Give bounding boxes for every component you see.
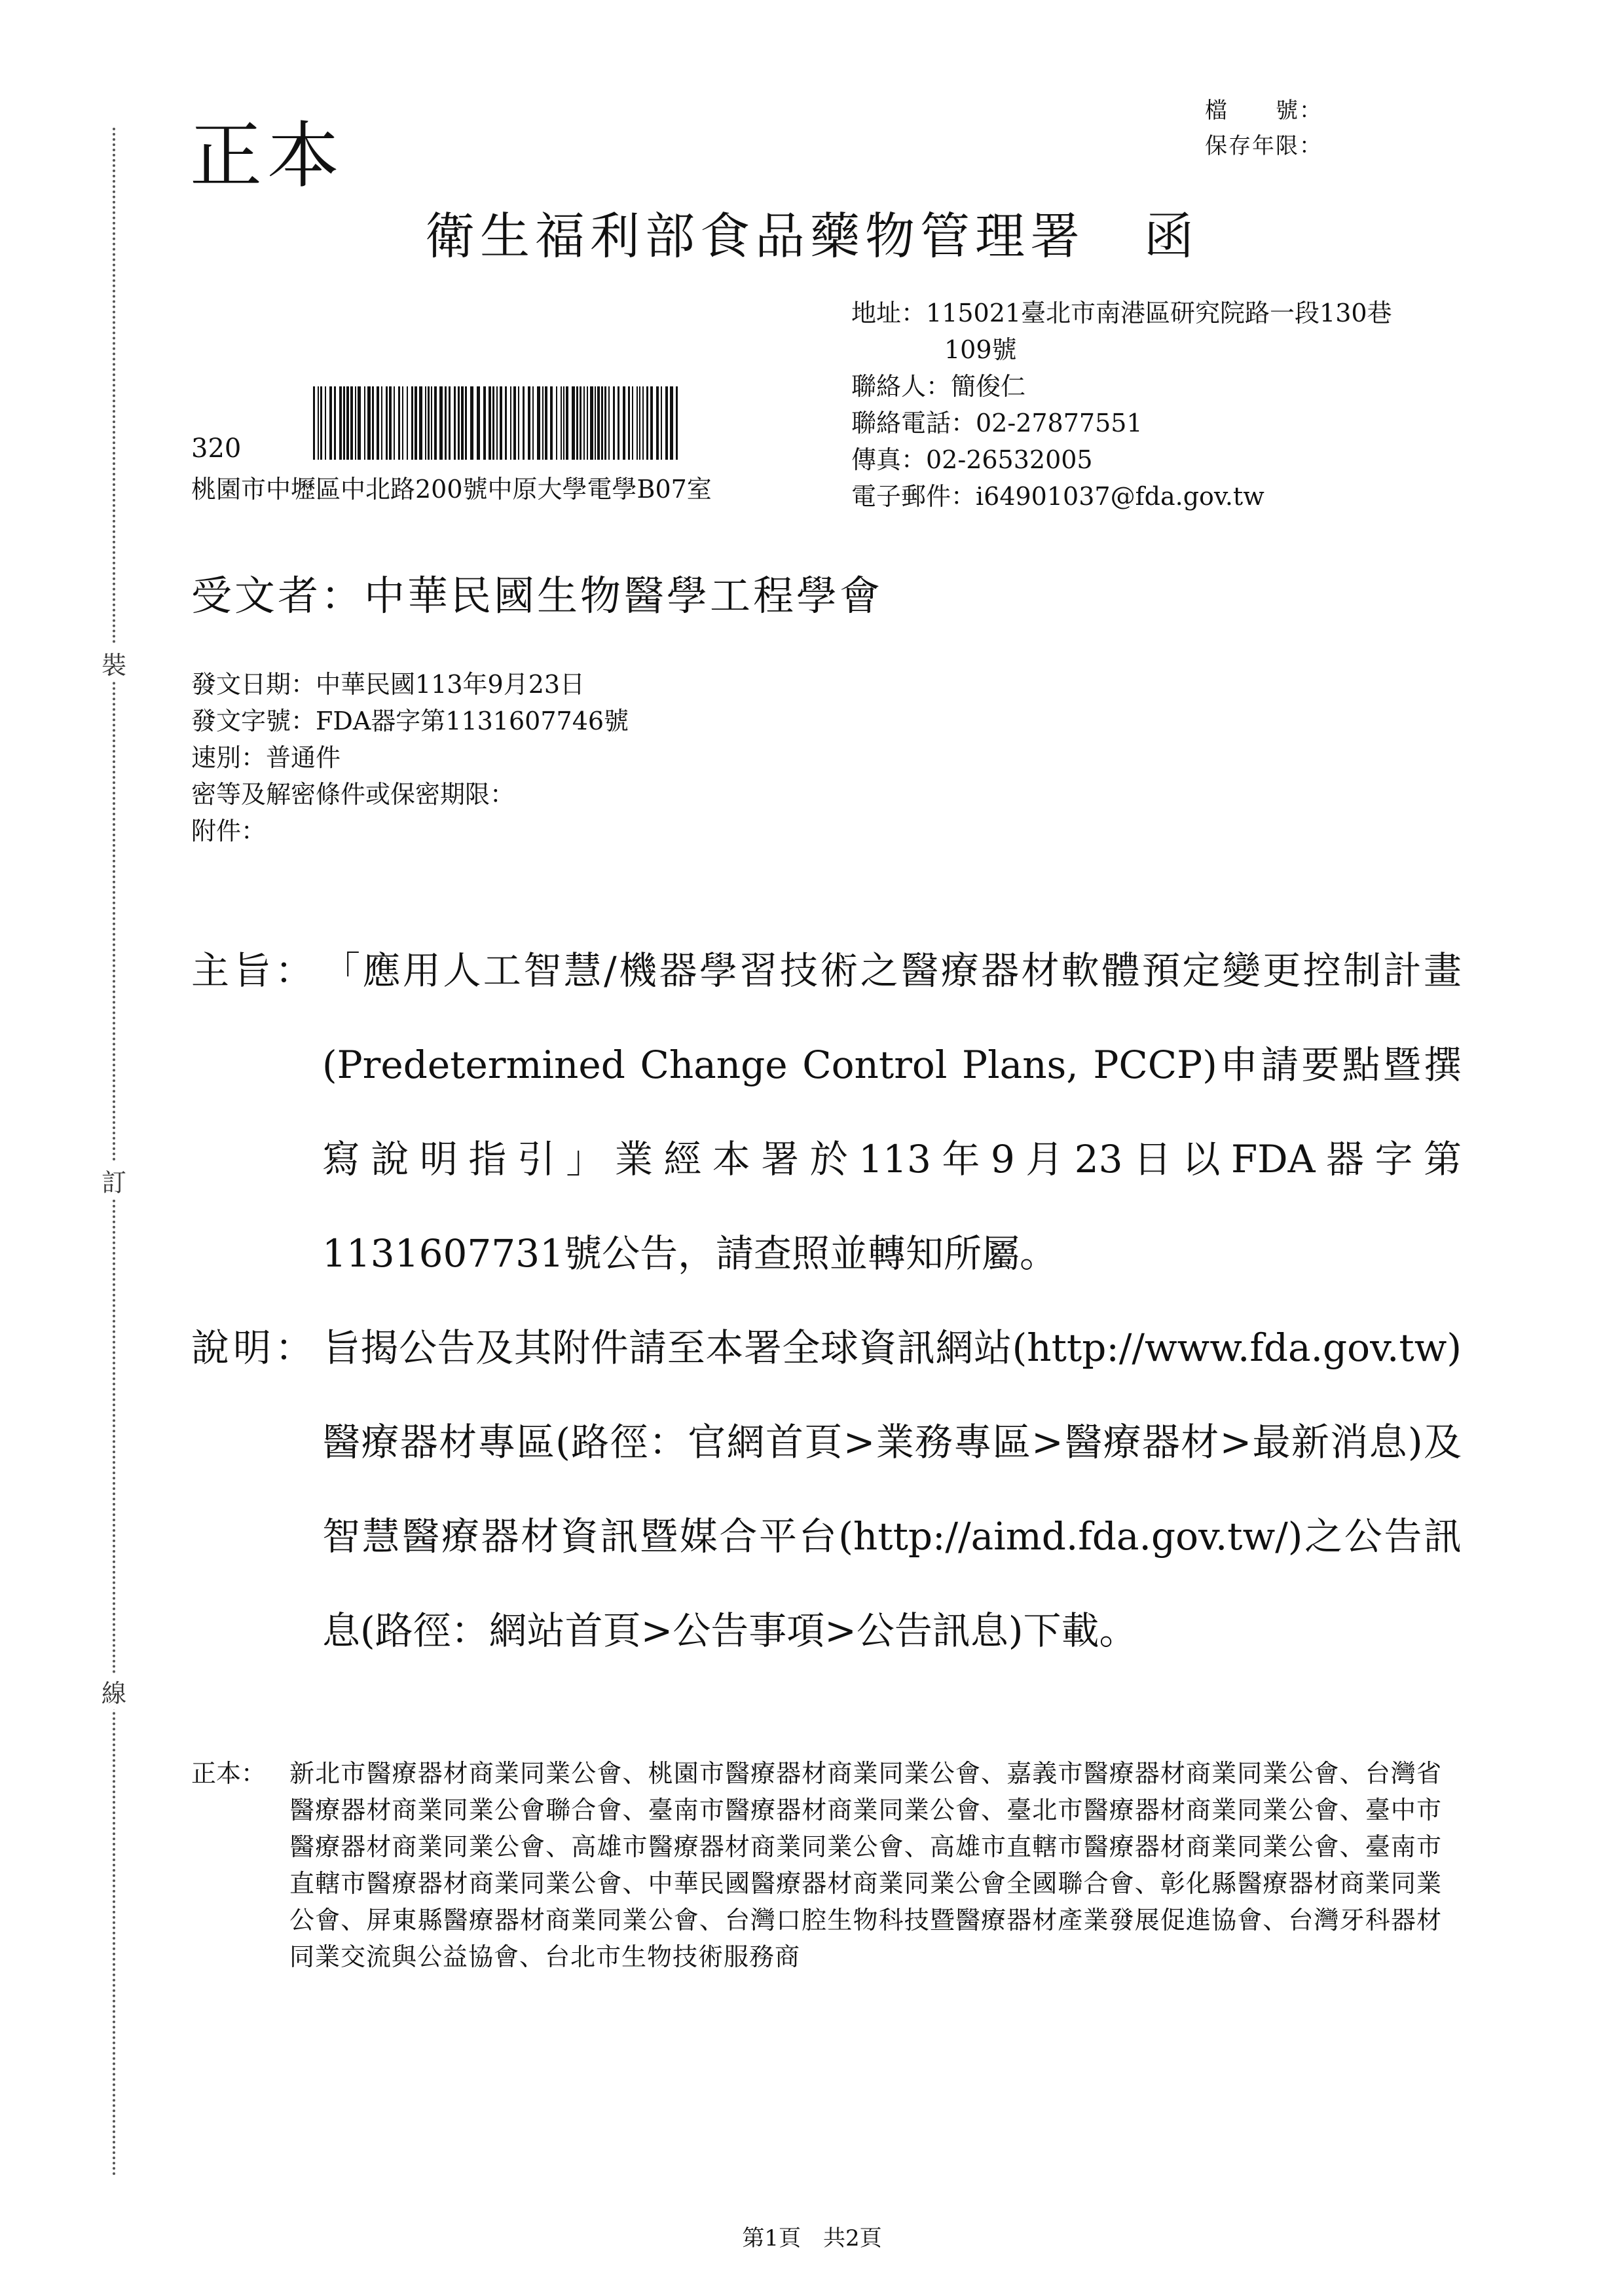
binding-mark-zhuang: 裝 [98,645,130,681]
contact-block [851,295,1392,515]
document-meta [191,666,629,849]
page-number: 第1頁 共2頁 [742,2225,882,2251]
explanation-paragraph [191,1301,1462,1678]
document-number: 發文字號：FDA器字第1131607746號 [191,707,629,735]
file-number-block [1205,93,1323,164]
address-line-2: 109號 [944,335,1017,364]
postal-code: 320 [191,434,242,464]
contact-email: 電子郵件：i64901037@fda.gov.tw [851,482,1264,511]
attachments: 附件： [191,817,267,845]
postal-barcode [313,386,683,460]
mailing-address: 桃園市中壢區中北路200號中原大學電學B07室 [191,475,712,504]
issue-date: 發文日期：中華民國113年9月23日 [191,670,585,699]
retention-period-label: 保存年限： [1205,133,1323,159]
subject-text: 「應用人工智慧/機器學習技術之醫療器材軟體預定變更控制計畫(Predetermined Change Control Plans, PCCP)申請要點暨撰寫說明指引」業經本署於113年9月23日以FDA器字第1131607731號公告，請查照並轉知所屬。 [322,948,1462,1276]
delivery-speed: 速別：普通件 [191,743,341,772]
binding-mark-ding: 訂 [98,1162,130,1198]
explanation-text: 旨揭公告及其附件請至本署全球資訊網站(http://www.fda.gov.tw)醫療器材專區(路徑：官網首頁>業務專區>醫療器材>最新消息)及智慧醫療器材資訊暨媒合平台(http://aimd.fda.gov.tw/)之公告訊息(路徑：網站首頁>公告事項>公告訊息)下載。 [322,1325,1462,1653]
explanation-label: 說明： [191,1325,318,1370]
binding-dotted-line [113,128,115,2177]
file-number-label: 檔 號： [1205,98,1323,124]
document-body [191,923,1462,1678]
subject-label: 主旨： [191,948,318,993]
document-type: 函 [1144,207,1199,265]
distribution-text: 新北市醫療器材商業同業公會、桃園市醫療器材商業同業公會、嘉義市醫療器材商業同業公會、台灣省醫療器材商業同業公會聯合會、臺南市醫療器材商業同業公會、臺北市醫療器材商業同業公會、臺中市醫療器材商業同業公會、高雄市醫療器材商業同業公會、高雄市直轄市醫療器材商業同業公會、臺南市直轄市醫療器材商業同業公會、中華民國醫療器材商業同業公會全國聯合會、彰化縣醫療器材商業同業公會、屏東縣醫療器材商業同業公會、台灣口腔生物科技暨醫療器材產業發展促進協會、台灣牙科器材同業交流與公益協會、台北市生物技術服務商 [289,1759,1442,1971]
document-title [0,196,1624,268]
distribution-list [191,1755,1442,1975]
address-line-1: 地址：115021臺北市南港區研究院路一段130巷 [851,299,1392,327]
contact-person: 聯絡人：簡俊仁 [851,372,1026,401]
distribution-label: 正本： [191,1759,267,1788]
recipient: 受文者：中華民國生物醫學工程學會 [191,572,883,620]
contact-phone: 聯絡電話：02-27877551 [851,409,1143,437]
agency-name: 衛生福利部食品藥物管理署 [425,207,1085,265]
subject-paragraph [191,923,1462,1301]
contact-fax: 傳真：02-26532005 [851,445,1093,474]
security-level: 密等及解密條件或保密期限： [191,780,515,809]
original-copy-seal: 正本 [190,114,344,198]
binding-mark-xian: 線 [98,1673,130,1709]
